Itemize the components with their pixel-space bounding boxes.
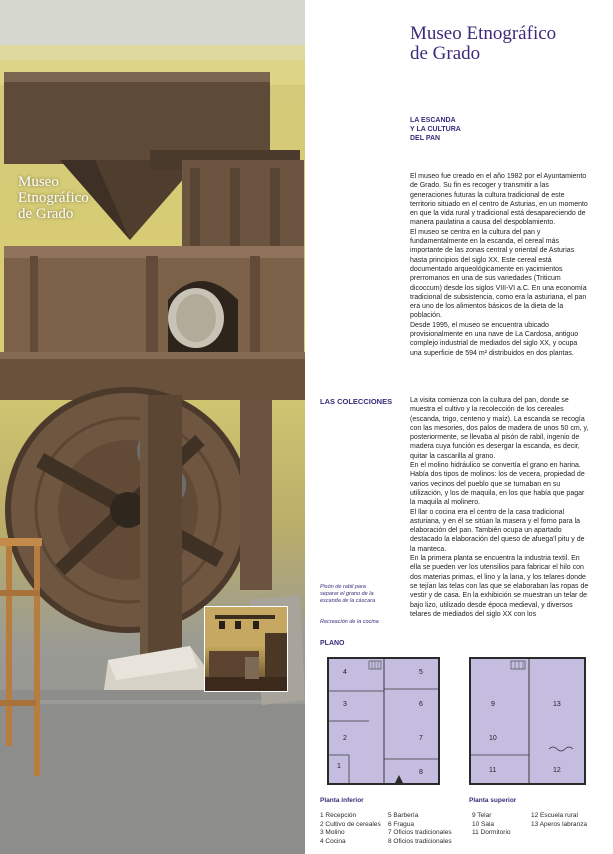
colecciones-paragraph: En la primera planta se encuentra la industria textil. En ella se pueden ver los utensilios para fabricar el hilo con dos materias primas, el lino y la lana, y los telares donde se tejían las telas con las que se elaboraban las ropas de vestir y de casa. En la exhibición se muestran un telar de bajo lizo, utilizado desde época medieval, y diversos telares de mediados del siglo XX con los [410,555,589,618]
legend-item: 13 Aperos labranza [531,820,588,828]
pison-caption: Pisón de rabil para separar el grano de la escanda de la cáscara [320,584,376,604]
colecciones-heading: LAS COLECCIONES [320,397,393,406]
section-kicker: LA ESCANDA Y LA CULTURA DEL PAN [410,117,461,142]
legend-item: 3 Molino [320,829,345,837]
legend-item: 4 Cocina [320,837,346,845]
legend-item: 6 Fragua [388,820,415,828]
intro-paragraph: El museo fue creado en el año 1982 por el Ayuntamiento de Grado. Su fin es recoger y transmitir a las generaciones futuras la cultura tradicional de este territorio situado en el centro de Asturias, en un momento en que la vida rural y tradicional está desapareciendo de manera paulatina a causa del despoblamiento. [410,173,588,227]
page-title: Museo Etnográfico de Grado [410,23,557,64]
colecciones-paragraph: La visita comienza con la cultura del pan, donde se muestra el cultivo y la recolección de los cereales (escanda, trigo, centeno y maíz). La escanda se recogía con las mesories, dos palos de madera de unos 50 cm, y, posteriormente, se llevaba al pisón de rabil, ingenio de madera cuya función es desergar la escanda, es decir, quitar la cascarilla al grano. [410,397,589,460]
room-number: 6 [419,701,423,708]
plan-title-superior: Planta superior [469,797,517,804]
museum-photo [0,0,305,854]
room-number: 12 [553,767,561,774]
room-number: 1 [337,763,341,770]
colecciones-paragraph: En el molino hidráulico se convertía el grano en harina. Había dos tipos de molinos: los de vecera, propiedad de varios vecinos del pueblo que se turnaban en su utilización, y los de maquila, en los que había que pagar la maquila al molinero. [410,462,585,507]
legend-item: 7 Oficios tradicionales [388,829,452,837]
room-number: 10 [489,735,497,742]
floor-plan-inferior [327,657,440,785]
legend-item: 5 Barbería [388,812,419,819]
cocina-caption: Recreación de la cocina [320,619,379,625]
legend-item: 2 Cultivo de cereales [320,820,381,828]
plan-title-inferior: Planta inferior [320,797,364,804]
legend-inferior-col2 [388,812,452,846]
room-number: 9 [491,701,495,708]
room-number: 3 [343,701,347,708]
colecciones-paragraph: El llar o cocina era el centro de la casa tradicional asturiana, y en él se sitúan la masera y el forno para la elaboración del pan. También ocupa un apartado destacado la elaboración del queso de afuega'l pitu y de la manteca. [410,508,585,553]
legend-item: 12 Escuela rural [531,812,578,819]
legend-item: 10 Sala [472,820,495,828]
intro-paragraph: El museo se centra en la cultura del pan y fundamentalmente en la escanda, el cereal más importante de las zonas central y oriental de Asturias hasta principios del siglo XX. Este cereal está documentado arqueológicamente en yacimientos prerromanos en una de sus variedades (Triticum dicoccum) desde los siglos VIII-VI a.C. En una economía tradicional de subsistencia, como era la asturiana, el pan era uno de los alimentos básicos de la dieta de la población. [410,228,587,320]
kitchen-illustration [205,607,288,692]
legend-item: 9 Telar [472,812,492,819]
intro-text [410,172,590,358]
photo-overlay-title: Museo Etnográfico de Grado [18,174,89,222]
plano-label: PLANO [320,640,345,647]
legend-item: 8 Oficios tradicionales [388,837,452,845]
room-number: 5 [419,669,423,676]
floor-plan-superior [469,657,586,785]
legend-superior-col2 [531,812,587,829]
floor-plan-superior-walls [471,659,584,783]
room-number: 7 [419,735,423,742]
room-number: 8 [419,769,423,776]
kitchen-inset-photo [204,606,288,692]
room-number: 4 [343,669,347,676]
legend-superior-col1 [472,812,511,838]
legend-item: 11 Dormitorio [472,829,511,837]
colecciones-text [410,396,590,619]
room-number: 11 [489,767,497,774]
floor-plan-inferior-walls [329,659,438,783]
room-number: 2 [343,735,347,742]
mill-illustration [0,0,305,854]
intro-paragraph: Desde 1995, el museo se encuentra ubicado provisionalmente en una nave de La Cardosa, antiguo complejo industrial de mediados del siglo XX, y ocupa una superficie de 594 m² distribuidos en dos plantas. [410,321,579,357]
room-number: 13 [553,701,561,708]
legend-inferior-col1 [320,812,381,846]
legend-item: 1 Recepción [320,812,357,819]
